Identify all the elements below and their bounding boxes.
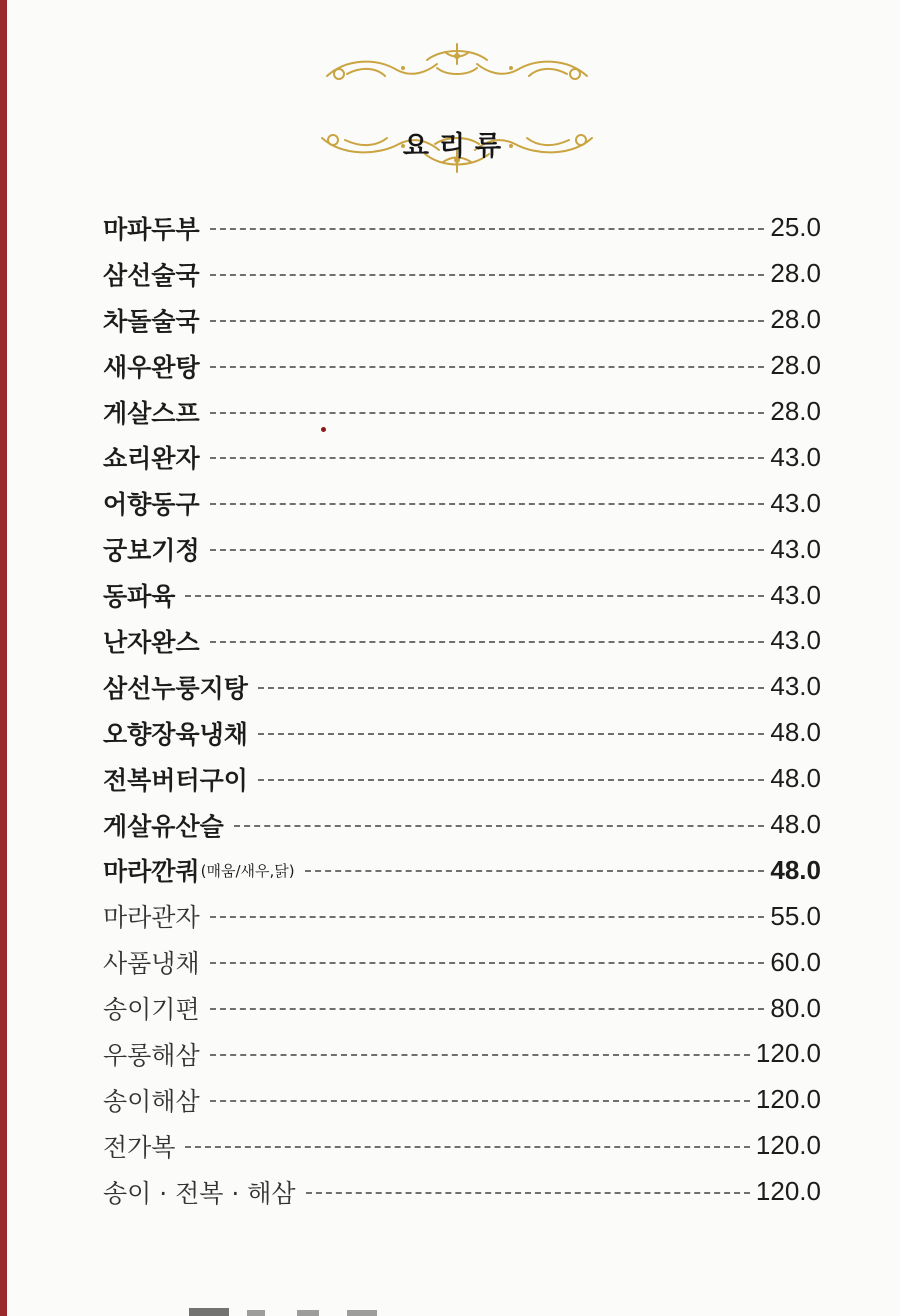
menu-item-row — [103, 847, 821, 893]
menu-item-price: 48.0 — [770, 809, 821, 840]
menu-item-row — [103, 480, 821, 526]
menu-item-price: 28.0 — [770, 258, 821, 289]
menu-item-name: 삼선술국 — [103, 260, 200, 290]
dotted-leader — [210, 503, 765, 505]
dotted-leader — [210, 1008, 765, 1010]
menu-item-name: 송이 · 전복 · 해삼 — [103, 1178, 296, 1208]
menu-item-price: 120.0 — [755, 1084, 821, 1115]
menu-item-price: 120.0 — [755, 1176, 821, 1207]
menu-item-name: 송이기편 — [103, 995, 200, 1025]
dotted-leader — [210, 228, 765, 230]
menu-item-price: 43.0 — [770, 579, 821, 610]
menu-item-row — [103, 389, 821, 435]
menu-list — [103, 205, 821, 1215]
menu-item-name: 전가복 — [103, 1132, 176, 1162]
menu-item-row — [103, 1077, 821, 1123]
menu-item-price: 60.0 — [770, 946, 821, 977]
menu-item-name: 마라깐쿼 — [103, 857, 200, 887]
menu-item-row — [103, 618, 821, 664]
menu-item-price: 48.0 — [770, 854, 821, 885]
cropped-text-fragment — [187, 1304, 407, 1316]
dotted-leader — [210, 1054, 750, 1056]
menu-item-row — [103, 526, 821, 572]
menu-item-row — [103, 939, 821, 985]
menu-item-name: 오향장육냉채 — [103, 719, 248, 749]
menu-item-price: 48.0 — [770, 717, 821, 748]
dotted-leader — [234, 825, 765, 827]
menu-item-row — [103, 893, 821, 939]
dotted-leader — [258, 779, 764, 781]
menu-item-price: 55.0 — [770, 900, 821, 931]
dotted-leader — [258, 687, 764, 689]
menu-item-name: 동파육 — [103, 582, 176, 612]
menu-item-name: 궁보기정 — [103, 536, 200, 566]
dotted-leader — [210, 412, 765, 414]
menu-item-price: 43.0 — [770, 487, 821, 518]
dotted-leader — [210, 320, 765, 322]
dotted-leader — [210, 549, 765, 551]
menu-item-name: 차돌술국 — [103, 306, 200, 336]
menu-item-row — [103, 434, 821, 480]
menu-item-row — [103, 251, 821, 297]
menu-item-name: 난자완스 — [103, 627, 200, 657]
menu-item-name: 게살스프 — [103, 398, 200, 428]
menu-item-name: 새우완탕 — [103, 352, 200, 382]
menu-item-price: 48.0 — [770, 763, 821, 794]
menu-item-name: 송이해삼 — [103, 1086, 200, 1116]
dotted-leader — [306, 1192, 750, 1194]
menu-item-row — [103, 710, 821, 756]
menu-item-row — [103, 297, 821, 343]
menu-item-name: 우롱해삼 — [103, 1040, 200, 1070]
dotted-leader — [210, 641, 765, 643]
menu-item-row — [103, 205, 821, 251]
menu-item-price: 43.0 — [770, 671, 821, 702]
menu-item-price: 80.0 — [770, 992, 821, 1023]
menu-item-price: 28.0 — [770, 304, 821, 335]
menu-item-name: 삼선누룽지탕 — [103, 673, 248, 703]
menu-item-price: 28.0 — [770, 396, 821, 426]
menu-item-name: 마라관자 — [103, 903, 200, 933]
menu-item-row — [103, 756, 821, 802]
section-header — [307, 38, 607, 178]
menu-item-name: 게살유산슬 — [103, 811, 224, 841]
menu-item-row — [103, 1031, 821, 1077]
dotted-leader — [210, 457, 765, 459]
menu-item-row — [103, 802, 821, 848]
menu-item-price: 28.0 — [770, 350, 821, 381]
dotted-leader — [258, 733, 764, 735]
menu-item-row — [103, 1169, 821, 1215]
menu-item-row — [103, 985, 821, 1031]
menu-item-name: 쇼리완자 — [103, 444, 200, 474]
menu-item-row — [103, 664, 821, 710]
menu-item-price: 43.0 — [770, 625, 821, 656]
page-left-border — [0, 0, 7, 1316]
dotted-leader — [210, 274, 765, 276]
menu-item-row — [103, 1123, 821, 1169]
menu-item-name: 사품냉채 — [103, 949, 200, 979]
menu-item-row — [103, 572, 821, 618]
dotted-leader — [305, 870, 765, 872]
section-title: 요리류 — [402, 131, 512, 162]
menu-item-name: 마파두부 — [103, 214, 200, 244]
dotted-leader — [210, 1100, 750, 1102]
menu-item-price: 120.0 — [755, 1130, 821, 1161]
dotted-leader — [185, 595, 764, 597]
menu-item-row — [103, 343, 821, 389]
dotted-leader — [185, 1146, 749, 1148]
dotted-leader — [210, 962, 765, 964]
menu-item-price: 43.0 — [770, 533, 821, 564]
menu-item-price: 25.0 — [770, 212, 821, 243]
menu-item-name: 전복버터구이 — [103, 765, 248, 795]
menu-item-name: 어향동구 — [103, 490, 200, 520]
menu-item-price: 120.0 — [755, 1038, 821, 1069]
menu-item-note: (매움/새우,닭) — [200, 861, 295, 880]
menu-item-price: 43.0 — [770, 441, 821, 472]
dotted-leader — [210, 916, 765, 918]
dotted-leader — [210, 366, 765, 368]
menu-page — [7, 0, 900, 1316]
